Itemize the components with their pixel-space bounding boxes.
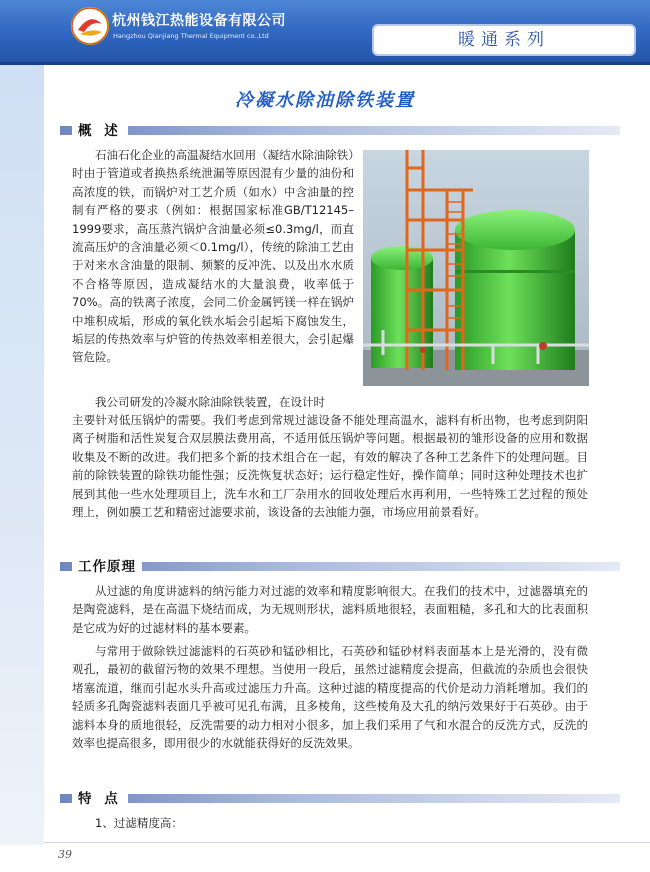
section-heading-bar (60, 794, 620, 803)
series-badge: 暖通系列 (372, 24, 636, 56)
section-heading-label: 工作原理 (72, 555, 142, 575)
equipment-photo-illustration (363, 150, 589, 386)
company-logo-icon (70, 6, 110, 46)
section-heading-label: 概 述 (72, 119, 128, 139)
section-heading-overview (60, 122, 620, 138)
page-title: 冷凝水除油除铁装置 (235, 90, 415, 111)
section-heading-bar (60, 562, 620, 571)
section-heading-label: 特 点 (72, 787, 128, 807)
overview-paragraph-2-start: 我公司研发的冷凝水除油除铁装置，在设计时 (95, 395, 325, 409)
left-decorative-strip (0, 65, 44, 845)
page-number: 39 (58, 848, 72, 861)
equipment-photo (363, 150, 589, 386)
footer-divider (44, 842, 650, 843)
page-header (0, 0, 650, 65)
company-name-cn: 杭州钱江热能设备有限公司 (112, 13, 286, 29)
company-name-en: Hangzhou Qianjiang Thermal Equipment co.,Ltd (113, 32, 269, 40)
section-heading-features (60, 790, 620, 806)
section-heading-principle (60, 558, 620, 574)
features-item-1: 1、过滤精度高： (95, 816, 183, 830)
overview-paragraph-2-continued: 主要针对低压锅炉的需要。我们考虑到常规过滤设备不能处理高温水，滤料有析出物，也考虑到阴阳离子树脂和活性炭复合双层膜法费用高，不适用低压锅炉等问题。根据最初的雏形设备的应用和数据收集及不断的改进。我们把多个新的技术组合在一起，有效的解决了各种工艺条件下的处理问题。目前的除铁装置的除铁功能性强；反洗恢复状态好；运行稳定性好，操作简单；同时这种处理技术也扩展到其他一些水处理项目上，洗车水和工厂杂用水的回收处理后水再利用，一些特殊工艺过程的预处理上，例如膜工艺和精密过滤要求前，该设备的去浊能力强，市场应用前景看好。 (72, 413, 588, 520)
overview-paragraph-1: 石油石化企业的高温凝结水回用（凝结水除油除铁）时由于管道或者换热系统泄漏等原因混有少量的油份和高浓度的铁，而锅炉对工艺介质（如水）中含油量的控制有严格的要求（例如：根据国家标准GB/T12145–1999要求，高压蒸汽锅炉含油量必须≤0.3mg/l，而直流高压炉的含油量必须＜0.1mg/l），传统的除油工艺由于对来水含油量的限制、频繁的反冲洗、以及出水水质不合格等原因，造成凝结水的大量浪费，收率低于70%。高的铁离子浓度，会同二价金属钙镁一样在锅炉中堆积成垢，形成的氧化铁水垢会引起垢下腐蚀发生，垢层的传热效率与炉管的传热效率相差很大，会引起爆管危险。 (72, 148, 354, 365)
principle-paragraph-1: 从过滤的角度讲滤料的纳污能力对过滤的效率和精度影响很大。在我们的技术中，过滤器填充的是陶瓷滤料，是在高温下烧结而成，为无规则形状，滤料质地很轻，表面粗糙，多孔和大的比表面积是它成为好的过滤材料的基本要素。 (72, 584, 588, 635)
principle-paragraph-2: 与常用于做除铁过滤滤料的石英砂和锰砂相比，石英砂和锰砂材料表面基本上是光滑的，没有微观孔，最初的截留污物的效果不理想。当使用一段后，虽然过滤精度会提高，但截流的杂质也会很快堵塞流道，继而引起水头升高或过滤压力升高。这种过滤的精度提高的代价是动力消耗增加。我们的轻质多孔陶瓷滤料表面几乎被可见孔布满，且多棱角，这些棱角及大孔的纳污效果好于石英砂。由于滤料本身的质地很轻，反洗需要的动力相对小很多，加上我们采用了气和水混合的反洗方式，反洗的效率也提高很多，即用很少的水就能获得好的反洗效果。 (72, 644, 588, 751)
section-heading-bar (60, 126, 620, 135)
